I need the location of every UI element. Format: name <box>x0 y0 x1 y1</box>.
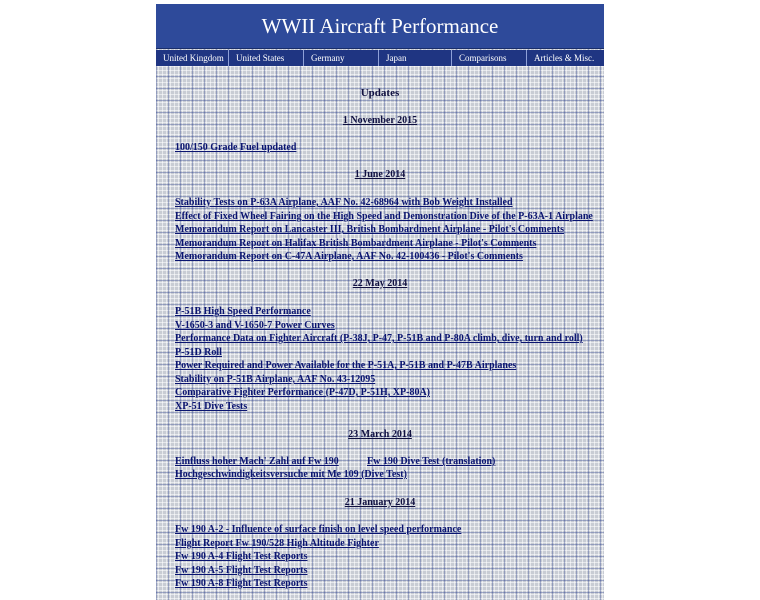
update-link[interactable]: Flight Report Fw 190/528 High Altitude Fighter <box>175 538 379 549</box>
update-link[interactable]: Fw 190 A-5 Flight Test Reports <box>175 565 308 576</box>
page-container <box>156 4 604 600</box>
nav-united-states[interactable]: United States <box>229 50 304 66</box>
update-link[interactable]: Fw 190 A-8 Flight Test Reports <box>175 578 308 589</box>
update-link[interactable]: Fw 190 A-4 Flight Test Reports <box>175 551 308 562</box>
update-link[interactable]: Fw 190 A-2 - Influence of surface finish on level speed performance <box>175 524 462 535</box>
nav-united-kingdom[interactable]: United Kingdom <box>156 50 229 66</box>
update-link[interactable]: Comparative Fighter Performance (P-47D, P-51H, XP-80A) <box>175 387 431 398</box>
update-link[interactable]: V-1650-3 and V-1650-7 Power Curves <box>175 320 335 331</box>
section-date[interactable]: 1 June 2014 <box>354 169 406 180</box>
section-date[interactable]: 23 March 2014 <box>348 429 412 440</box>
update-link[interactable]: XP-51 Dive Tests <box>175 401 248 412</box>
section-date[interactable]: 22 May 2014 <box>352 278 408 289</box>
update-link[interactable]: 100/150 Grade Fuel updated <box>175 142 297 153</box>
site-title: WWII Aircraft Performance <box>156 4 604 49</box>
update-link[interactable]: Einfluss hoher Mach' Zahl auf Fw 190 <box>175 456 339 467</box>
update-link[interactable]: Memorandum Report on Halifax British Bombardment Airplane - Pilot's Comments <box>175 238 537 249</box>
update-link[interactable]: Fw 190 Dive Test (translation) <box>367 456 496 467</box>
top-nav <box>156 50 604 66</box>
update-link[interactable]: P-51D Roll <box>175 347 222 358</box>
update-link[interactable]: Stability on P-51B Airplane, AAF No. 43-12095 <box>175 374 376 385</box>
update-link[interactable]: P-51B High Speed Performance <box>175 306 311 317</box>
section-date[interactable]: 1 November 2015 <box>342 115 418 126</box>
nav-comparisons[interactable]: Comparisons <box>452 50 527 66</box>
update-link[interactable]: Performance Data on Fighter Aircraft (P-38J, P-47, P-51B and P-80A climb, dive, turn and roll) <box>175 333 583 344</box>
update-link[interactable]: Stability Tests on P-63A Airplane, AAF No. 42-68964 with Bob Weight Installed <box>175 197 513 208</box>
nav-germany[interactable]: Germany <box>304 50 379 66</box>
update-link[interactable]: Memorandum Report on C-47A Airplane, AAF No. 42-100436 - Pilot's Comments <box>175 251 523 262</box>
page-heading: Updates <box>360 87 400 99</box>
update-link[interactable]: Power Required and Power Available for the P-51A, P-51B and P-47B Airplanes <box>175 360 517 371</box>
update-link[interactable]: Hochgeschwindigkeitsversuche mit Me 109 (Dive Test) <box>175 469 407 480</box>
update-link[interactable]: Effect of Fixed Wheel Fairing on the High Speed and Demonstration Dive of the P-63A-1 Airplane <box>175 211 593 222</box>
nav-articles-misc[interactable]: Articles & Misc. <box>534 53 595 63</box>
nav-japan[interactable]: Japan <box>379 50 452 66</box>
section-date[interactable]: 21 January 2014 <box>344 497 416 508</box>
update-link[interactable]: Memorandum Report on Lancaster III, British Bombardment Airplane - Pilot's Comments <box>175 224 564 235</box>
